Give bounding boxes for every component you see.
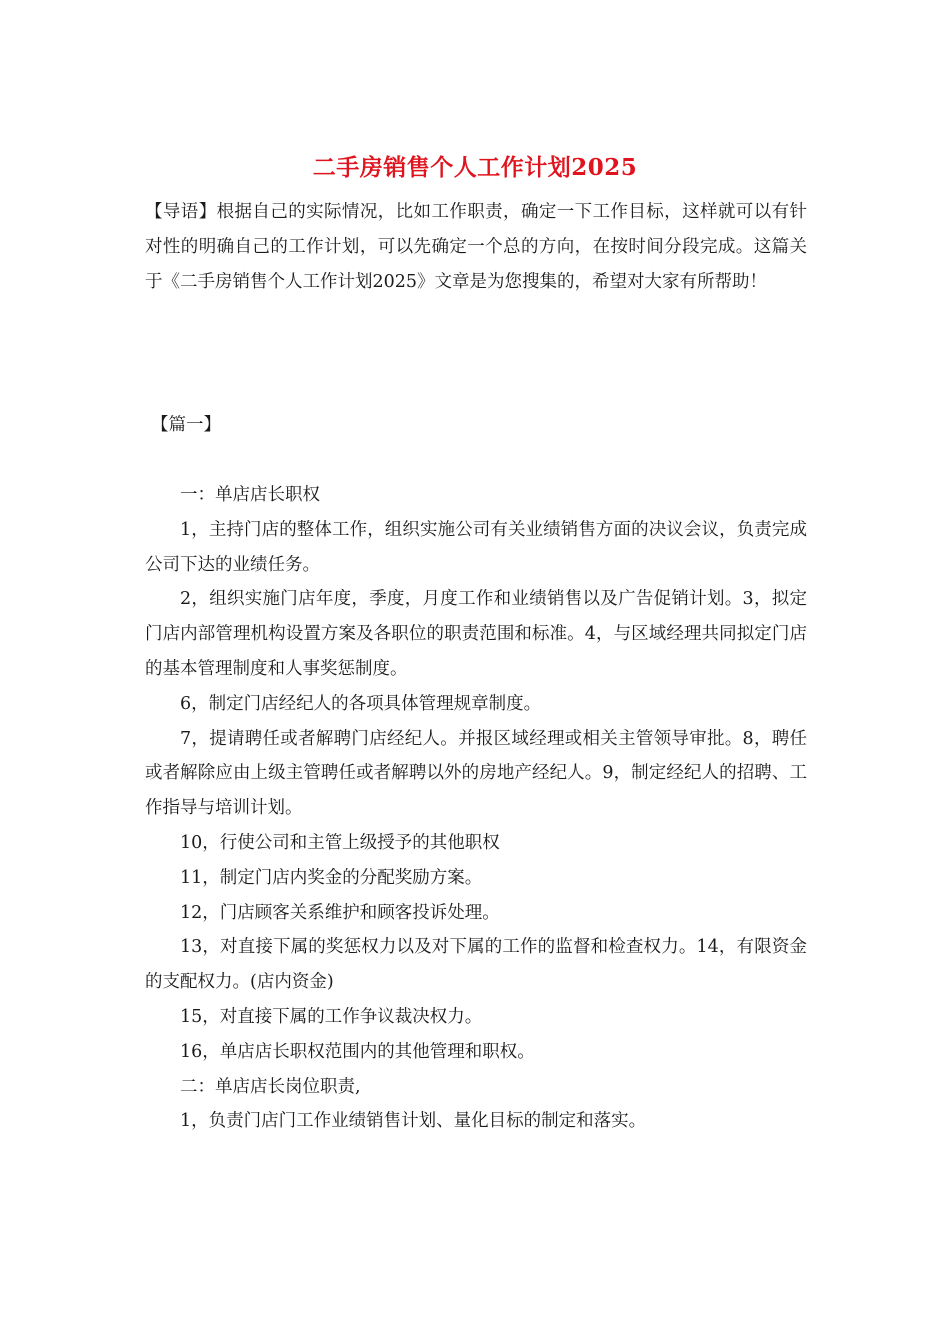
section-label: 【篇一】	[151, 415, 221, 435]
document-body	[145, 478, 807, 1139]
body-paragraph: 二：单店店长岗位职责,	[180, 1076, 361, 1097]
body-paragraph: 16，单店店长职权范围内的其他管理和职权。	[180, 1041, 535, 1062]
body-paragraph: 13，对直接下属的奖惩权力以及对下属的工作的监督和检查权力。14，有限资金的支配权力。(店内资金)	[145, 937, 807, 993]
document-title: 二手房销售个人工作计划2025	[312, 154, 638, 181]
body-paragraph: 12，门店顾客关系维护和顾客投诉处理。	[180, 902, 500, 923]
intro-block	[145, 195, 807, 300]
body-paragraph: 6，制定门店经纪人的各项具体管理规章制度。	[180, 693, 542, 714]
body-paragraph: 7，提请聘任或者解聘门店经纪人。并报区域经理或相关主管领导审批。8，聘任或者解除应由上级主管聘任或者解聘以外的房地产经纪人。9，制定经纪人的招聘、工作指导与培训计划。	[145, 728, 807, 819]
body-paragraph: 11，制定门店内奖金的分配奖励方案。	[180, 867, 483, 888]
body-paragraph: 1，主持门店的整体工作，组织实施公司有关业绩销售方面的决议会议，负责完成公司下达的业绩任务。	[145, 519, 807, 575]
intro-paragraph: 【导语】根据自己的实际情况，比如工作职责，确定一下工作目标，这样就可以有针对性的明确自己的工作计划，可以先确定一个总的方向，在按时间分段完成。这篇关于《二手房销售个人工作计划2025》文章是为您搜集的，希望对大家有所帮助！	[145, 202, 807, 292]
body-paragraph: 15，对直接下属的工作争议裁决权力。	[180, 1006, 483, 1027]
body-paragraph: 一：单店店长职权	[180, 485, 320, 505]
body-paragraph: 1，负责门店门工作业绩销售计划、量化目标的制定和落实。	[180, 1111, 647, 1132]
body-paragraph: 10，行使公司和主管上级授予的其他职权	[180, 832, 500, 853]
body-paragraph: 2，组织实施门店年度，季度，月度工作和业绩销售以及广告促销计划。3，拟定门店内部管理机构设置方案及各职位的职责范围和标准。4，与区域经理共同拟定门店的基本管理制度和人事奖惩制度。	[145, 589, 807, 679]
